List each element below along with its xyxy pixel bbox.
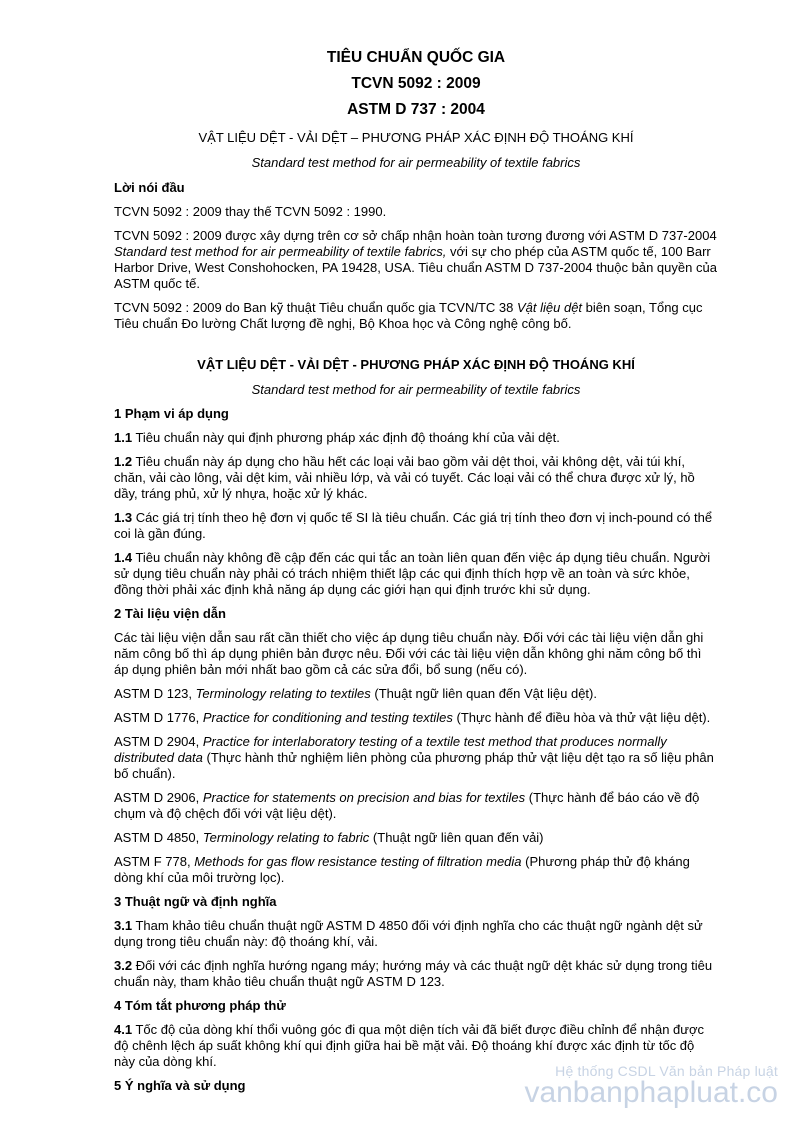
reference-note: (Thuật ngữ liên quan đến Vật liệu dệt). xyxy=(370,686,597,701)
text-run-italic: Vật liệu dệt xyxy=(517,300,583,315)
text-run: với sự cho phép của ASTM quốc tế, 100 Barr Harbor Drive, West Conshohocken, PA 19428, USA. Tiêu chuẩn ASTM D 737-2004 thuộc bản quyền của ASTM quốc tế. xyxy=(114,244,717,291)
reference-item xyxy=(114,830,718,846)
foreword-heading: Lời nói đầu xyxy=(114,180,185,195)
section-intro: Các tài liệu viện dẫn sau rất cần thiết cho việc áp dụng tiêu chuẩn này. Đối với các tài liệu viện dẫn ghi năm công bố thì áp dụng phiên bản được nêu. Đối với các tài liệu viện dẫn không ghi năm công bố thì áp dụng phiên bản mới nhất bao gồm cả các sửa đổi, bổ sung (nếu có). xyxy=(114,630,704,677)
reference-list xyxy=(114,686,718,886)
reference-code: ASTM D 2906, xyxy=(114,790,203,805)
reference-title: Practice for statements on precision and bias for textiles xyxy=(202,790,526,805)
clause-text: Các giá trị tính theo hệ đơn vị quốc tế SI là tiêu chuẩn. Các giá trị tính theo đơn vị inch-pound có thể coi là gần đúng. xyxy=(114,510,713,541)
reference-note: (Thực hành để điều hòa và thử vật liệu dệt). xyxy=(452,710,711,725)
text-run: biên soạn, Tổng cục Tiêu chuẩn Đo lường Chất lượng đề nghị, Bộ Khoa học và Công nghệ công bố. xyxy=(114,300,703,331)
reference-note: (Thuật ngữ liên quan đến vải) xyxy=(369,830,544,845)
reference-code: ASTM D 2904, xyxy=(114,734,203,749)
reference-item xyxy=(114,734,718,782)
reference-note: (Thực hành thử nghiệm liên phòng của phương pháp thử vật liệu dệt tạo ra số liệu phân bố chuẩn). xyxy=(114,750,714,781)
clause xyxy=(114,958,718,990)
clause-text: Tiêu chuẩn này qui định phương pháp xác định độ thoáng khí của vải dệt. xyxy=(132,430,560,445)
clause xyxy=(114,510,718,542)
reference-item xyxy=(114,790,718,822)
section-title: VẬT LIỆU DỆT - VẢI DỆT - PHƯƠNG PHÁP XÁC ĐỊNH ĐỘ THOÁNG KHÍ xyxy=(197,357,635,372)
reference-code: ASTM D 123, xyxy=(114,686,196,701)
clause-number: 1.1 xyxy=(114,430,133,445)
clause-text: Tiêu chuẩn này không đề cập đến các qui tắc an toàn liên quan đến việc áp dụng tiêu chuẩn. Người sử dụng tiêu chuẩn này phải có trách nhiệm thiết lập các qui định thích hợp về an toàn và sức khỏe, đồng thời phải xác định khả năng áp dụng các giới hạn qui định trước khi sử dụng. xyxy=(114,550,711,597)
section-heading: 1 Phạm vi áp dụng xyxy=(114,406,229,421)
clause-number: 1.2 xyxy=(114,454,133,469)
text-run: TCVN 5092 : 2009 được xây dựng trên cơ sở chấp nhận hoàn toàn tương đương với ASTM D 737-2004 xyxy=(114,228,717,243)
clause xyxy=(114,454,718,502)
reference-title: Practice for conditioning and testing textiles xyxy=(202,710,453,725)
clause-number: 3.2 xyxy=(114,958,133,973)
section-heading: 5 Ý nghĩa và sử dụng xyxy=(114,1078,246,1093)
section-heading: 2 Tài liệu viện dẫn xyxy=(114,606,226,621)
text-run: TCVN 5092 : 2009 do Ban kỹ thuật Tiêu chuẩn quốc gia TCVN/TC 38 xyxy=(114,300,517,315)
clause-number: 4.1 xyxy=(114,1022,133,1037)
clause xyxy=(114,550,718,598)
clause-text: Tiêu chuẩn này áp dụng cho hầu hết các loại vải bao gồm vải dệt thoi, vải không dệt, vải túi khí, chăn, vải cào lông, vải dệt kim, vải nhiều lớp, và vải có tuyết. Các loại vải có thể chưa được xử lý, hồ dầy, tráng phủ, xử lý nhựa, hoặc xử lý khác. xyxy=(114,454,695,501)
clause-text: Tham khảo tiêu chuẩn thuật ngữ ASTM D 4850 đối với định nghĩa cho các thuật ngữ ngành dệt sử dụng trong tiêu chuẩn này: độ thoáng khí, vải. xyxy=(114,918,703,949)
reference-note: (Phương pháp thử độ kháng dòng khí của môi trường lọc). xyxy=(114,854,690,885)
standard-number-astm: ASTM D 737 : 2004 xyxy=(347,101,485,118)
reference-item xyxy=(114,710,718,726)
watermark-site: vanbanphapluat.co xyxy=(524,1076,778,1109)
reference-title: Methods for gas flow resistance testing of filtration media xyxy=(194,854,522,869)
document-subtitle-english: Standard test method for air permeability of textile fabrics xyxy=(251,155,581,170)
section-heading: 4 Tóm tắt phương pháp thử xyxy=(114,998,286,1013)
clause-number: 3.1 xyxy=(114,918,133,933)
section-heading: 3 Thuật ngữ và định nghĩa xyxy=(114,894,277,909)
clause xyxy=(114,430,718,446)
reference-item xyxy=(114,686,718,702)
reference-code: ASTM F 778, xyxy=(114,854,195,869)
foreword-paragraph: TCVN 5092 : 2009 thay thế TCVN 5092 : 1990. xyxy=(114,204,387,219)
document-subtitle: VẬT LIỆU DỆT - VẢI DỆT – PHƯƠNG PHÁP XÁC ĐỊNH ĐỘ THOÁNG KHÍ xyxy=(198,130,634,145)
reference-title: Terminology relating to fabric xyxy=(202,830,370,845)
document-title: TIÊU CHUẨN QUỐC GIA xyxy=(326,49,506,66)
reference-item xyxy=(114,854,718,886)
standard-number-tcvn: TCVN 5092 : 2009 xyxy=(351,75,481,92)
foreword-paragraph xyxy=(114,300,718,332)
reference-title: Terminology relating to textiles xyxy=(195,686,371,701)
clause-number: 1.3 xyxy=(114,510,133,525)
clause xyxy=(114,918,718,950)
reference-note: (Thực hành để báo cáo về độ chụm và độ chệch đối với vật liệu dệt). xyxy=(114,790,700,821)
foreword-paragraph xyxy=(114,228,718,292)
clause-number: 1.4 xyxy=(114,550,133,565)
reference-code: ASTM D 1776, xyxy=(114,710,203,725)
watermark-line1: Hệ thống CSDL Văn bản Pháp luật xyxy=(555,1063,778,1079)
watermark xyxy=(524,1063,778,1109)
clause-text: Đối với các định nghĩa hướng ngang máy; hướng máy và các thuật ngữ dệt khác sử dụng trong tiêu chuẩn này, tham khảo tiêu chuẩn thuật ngữ ASTM D 123. xyxy=(114,958,713,989)
section-title-english: Standard test method for air permeability of textile fabrics xyxy=(251,382,581,397)
document-page xyxy=(114,38,718,1094)
clause-text: Tốc độ của dòng khí thổi vuông góc đi qua một diện tích vải đã biết được điều chỉnh để nhận được độ chênh lệch áp suất không khí qui định giữa hai bề mặt vải. Độ thoáng khí được xác định từ tốc độ này của dòng khí. xyxy=(114,1022,704,1069)
reference-code: ASTM D 4850, xyxy=(114,830,203,845)
text-run-italic: Standard test method for air permeability of textile fabrics, xyxy=(114,244,447,259)
reference-title: Practice for interlaboratory testing of a textile test method that produces normally distributed data xyxy=(114,734,667,765)
